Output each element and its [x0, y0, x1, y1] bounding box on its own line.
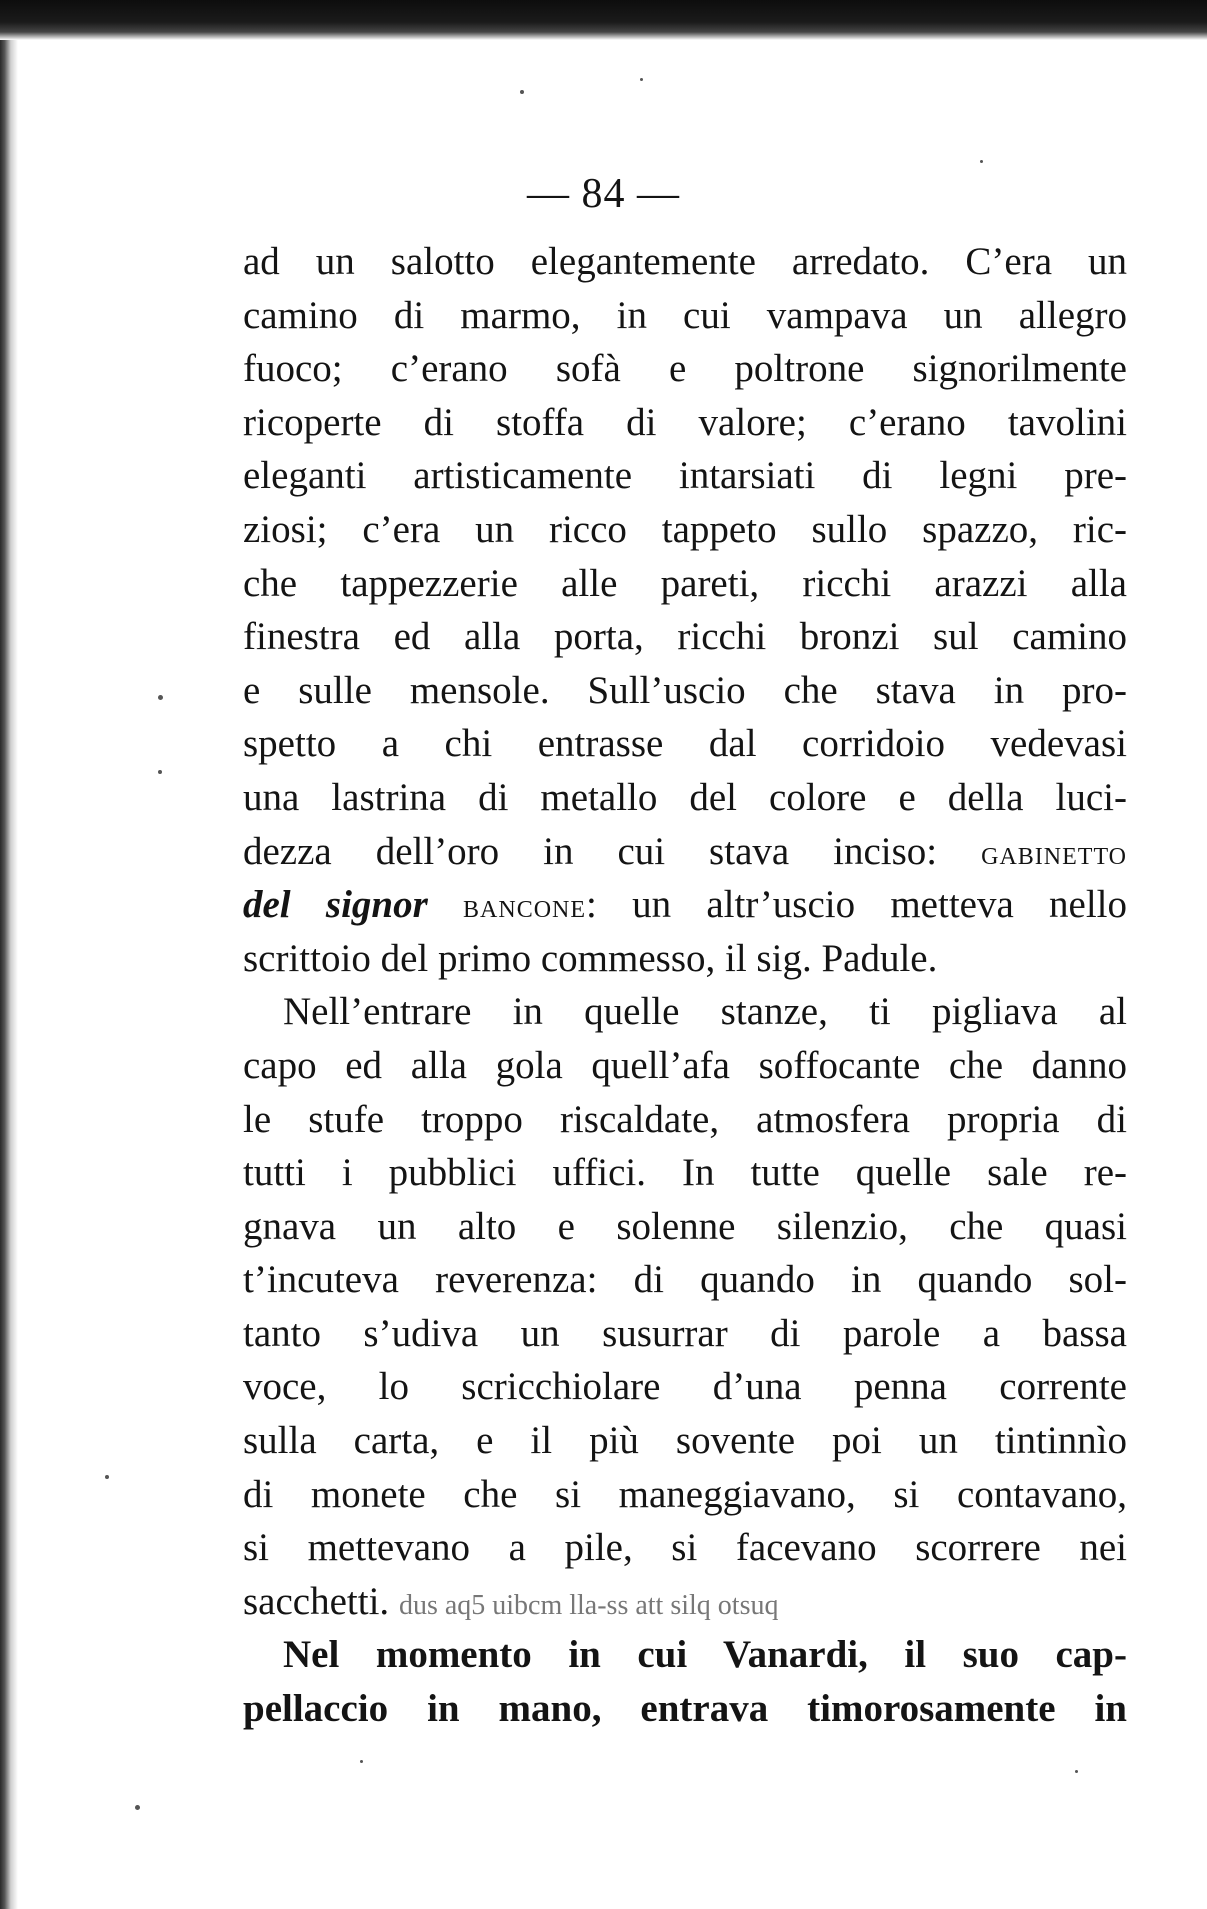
scan-speck [1075, 1770, 1078, 1773]
text-line [243, 825, 1127, 879]
text-line: Nell’entrare in quelle stanze, ti pigliava al [283, 990, 1127, 1034]
text-line: ricoperte di stoffa di valore; c’erano tavolini [243, 400, 1127, 444]
body-text [243, 235, 1127, 1736]
text-line: camino di marmo, in cui vampava un allegro [243, 293, 1127, 337]
scan-speck [640, 78, 643, 81]
scan-speck [360, 1760, 363, 1763]
scan-speck [135, 1805, 140, 1810]
text-line: ad un salotto elegantemente arredato. C’era un [243, 240, 1127, 283]
text-line [243, 1575, 1127, 1629]
text-line: scrittoio del primo commesso, il sig. Padule. [243, 936, 938, 980]
page-number: — 84 — [527, 171, 680, 217]
scan-speck [158, 770, 162, 774]
scan-speck [980, 160, 983, 163]
text-line: gnava un alto e solenne silenzio, che quasi [243, 1204, 1127, 1248]
text-fragment: : un altr’uscio metteva nello [586, 883, 1128, 927]
text-line: pellaccio in mano, entrava timorosamente in [243, 1687, 1127, 1731]
text-line: ziosi; c’era un ricco tappeto sullo spazzo, ric- [243, 507, 1127, 551]
text-line: sulla carta, e il più sovente poi un tintinnìo [243, 1419, 1127, 1463]
text-line: una lastrina di metallo del colore e della luci- [243, 775, 1127, 819]
text-line: voce, lo scricchiolare d’una penna corrente [243, 1365, 1127, 1409]
scan-speck [520, 90, 524, 94]
bleed-through-text: dus aq5 uibcm lla-ss att silq otsuq [398, 1589, 779, 1621]
scan-top-border [0, 0, 1207, 40]
text-line: di monete che si maneggiavano, si contavano, [243, 1472, 1127, 1516]
text-line: finestra ed alla porta, ricchi bronzi sul camino [243, 615, 1127, 659]
text-line: spetto a chi entrasse dal corridoio vedevasi [243, 722, 1127, 766]
scan-speck [105, 1475, 109, 1479]
text-line: tanto s’udiva un susurrar di parole a bassa [243, 1311, 1127, 1355]
scan-left-edge [0, 40, 18, 1909]
text-line: capo ed alla gola quell’afa soffocante che danno [243, 1043, 1127, 1087]
text-fragment: dezza dell’oro in cui stava inciso: [243, 829, 938, 873]
text-fragment: sacchetti. [243, 1579, 390, 1623]
text-line: e sulle mensole. Sull’uscio che stava in pro- [243, 668, 1127, 712]
text-line: le stufe troppo riscaldate, atmosfera propria di [243, 1097, 1127, 1141]
scan-speck [158, 695, 163, 700]
text-line: t’incuteva reverenza: di quando in quando sol- [243, 1258, 1127, 1302]
inscription-del-signor: del signor [243, 883, 428, 927]
inscription-bancone: bancone [463, 888, 587, 926]
text-line: fuoco; c’erano sofà e poltrone signorilmente [243, 347, 1127, 391]
text-line: si mettevano a pile, si facevano scorrere nei [243, 1526, 1127, 1570]
text-line: eleganti artisticamente intarsiati di legni pre- [243, 454, 1127, 498]
inscription-gabinetto: gabinetto [981, 834, 1127, 872]
text-line: Nel momento in cui Vanardi, il suo cap- [283, 1633, 1127, 1677]
text-line [243, 878, 1127, 932]
text-line: tutti i pubblici uffici. In tutte quelle sale re- [243, 1151, 1127, 1195]
text-line: che tappezzerie alle pareti, ricchi arazzi alla [243, 561, 1127, 605]
